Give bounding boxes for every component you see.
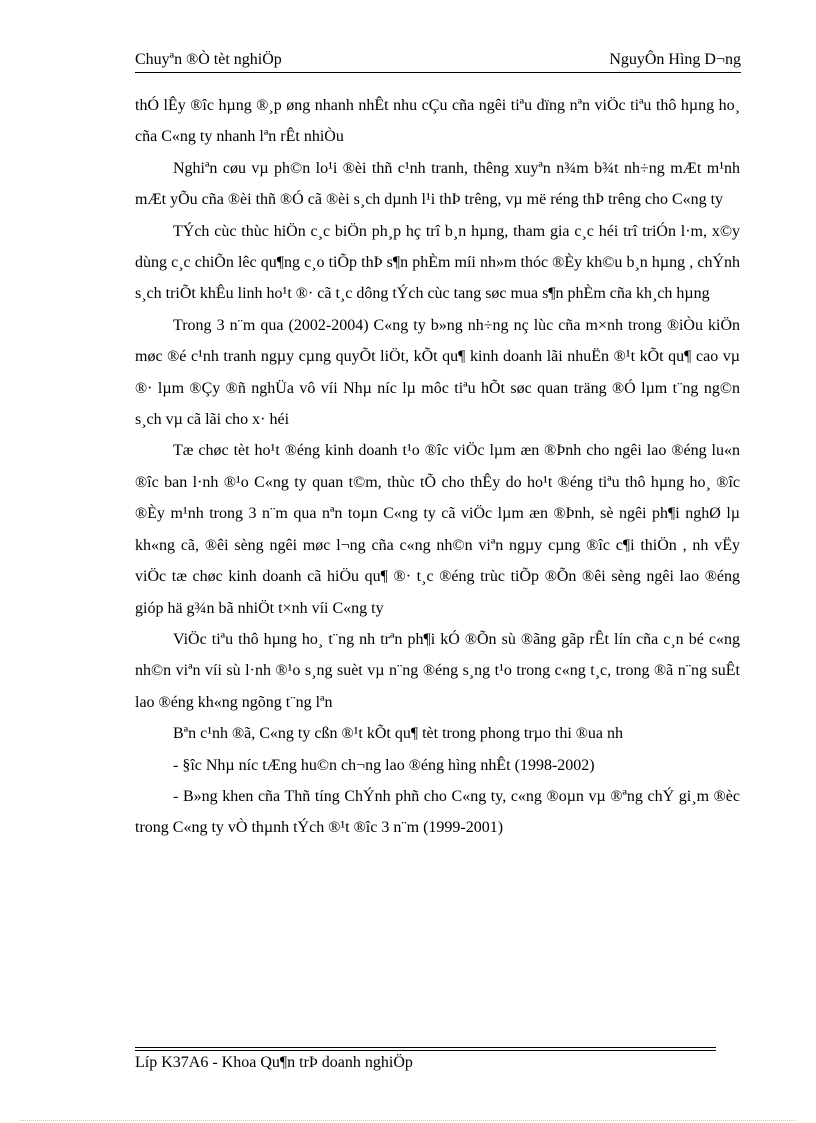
header-topic: Chuyªn ®Ò tèt nghiÖp xyxy=(135,51,282,68)
page-edge xyxy=(20,1120,796,1121)
header-divider xyxy=(135,72,741,73)
paragraph: TÝch cùc thùc hiÖn c¸c biÖn ph¸p hç trî b¸n hµng, tham gia c¸c héi trî triÓn l·m, x©y dùng c¸c chiÕn lêc qu¶ng c¸o tiÕp thÞ s¶n phÈm míi nh»m thóc ®Èy kh©u b¸n hµng , chÝnh s¸ch triÕt khÊu linh ho¹t ®· cã t¸c dông tÝch cùc tang søc mua s¶n phÈm cña kh¸ch hµng xyxy=(135,222,740,303)
footer-divider xyxy=(135,1047,716,1048)
page-footer: Líp K37A6 - Khoa Qu¶n trÞ doanh nghiÖp xyxy=(135,1054,413,1071)
paragraph: Bªn c¹nh ®ã, C«ng ty cßn ®¹t kÕt qu¶ tèt trong phong trµo thi ®ua nh xyxy=(173,725,624,743)
list-item: - §îc Nhµ níc tÆng hu©n ch¬ng lao ®éng hìng nhÊt (1998-2002) xyxy=(173,756,595,774)
paragraph: Tæ chøc tèt ho¹t ®éng kinh doanh t¹o ®îc viÖc lµm æn ®Þnh cho ngêi lao ®éng lu«n ®îc ban l·nh ®¹o C«ng ty quan t©m, thùc tÕ cho thÊy do ho¹t ®éng tiªu thô hµng ho¸ ®îc ®Èy m¹nh trong 3 n¨m qua nªn toµn C«ng ty cã viÖc lµm æn ®Þnh, sè ngêi ph¶i nghØ lµ kh«ng cã, ®êi sèng ngêi møc l¬ng cña c«ng nh©n viªn ngµy cµng ®îc c¶i thiÖn , nh vËy viÖc tæ chøc kinh doanh cã hiÖu qu¶ ®· t¸c ®éng trùc tiÕp ®Õn ®êi sèng ngêi lao ®éng gióp hä g¾n bã nhiÖt t×nh víi C«ng ty xyxy=(135,442,740,617)
header-author: NguyÔn Hìng D¬ng xyxy=(609,51,741,68)
paragraph: Trong 3 n¨m qua (2002-2004) C«ng ty b»ng nh÷ng nç lùc cña m×nh trong ®iÒu kiÖn møc ®é c¹nh tranh ngµy cµng quyÕt liÖt, kÕt qu¶ kinh doanh lãi nhuËn ®¹t kÕt qu¶ cao vµ ®· lµm ®Çy ®ñ nghÜa vô víi Nhµ níc lµ môc tiªu hÕt søc quan träng ®Ó lµm t¨ng ng©n s¸ch vµ cã lãi cho x· héi xyxy=(135,316,740,429)
page-header xyxy=(135,51,741,73)
paragraph: thÓ lÊy ®îc hµng ®¸p øng nhanh nhÊt nhu cÇu cña ngêi tiªu dïng nªn viÖc tiªu thô hµng ho¸ cña C«ng ty nhanh lªn rÊt nhiÒu xyxy=(135,97,740,146)
list-item: - B»ng khen cña Thñ tíng ChÝnh phñ cho C«ng ty, c«ng ®oµn vµ ®ªng chÝ gi¸m ®èc trong C«ng ty vÒ thµnh tÝch ®¹t ®îc 3 n¨m (1999-2001) xyxy=(135,787,740,837)
footer-divider xyxy=(135,1050,716,1051)
paragraph: ViÖc tiªu thô hµng ho¸ t¨ng nh trªn ph¶i kÓ ®Õn sù ®ãng gãp rÊt lín cña c¸n bé c«ng nh©n viªn víi sù l·nh ®¹o s¸ng suèt vµ n¨ng ®éng s¸ng t¹o trong c«ng t¸c, trong ®ã n¨ng suÊt lao ®éng kh«ng ngõng t¨ng lªn xyxy=(135,630,740,711)
paragraph: Nghiªn cøu vµ ph©n lo¹i ®èi thñ c¹nh tranh, thêng xuyªn n¾m b¾t nh÷ng mÆt m¹nh mÆt yÕu cña ®èi thñ ®Ó cã ®èi s¸ch dµnh l¹i thÞ trêng, vµ më réng thÞ trêng cho C«ng ty xyxy=(135,159,740,209)
document-body xyxy=(135,90,740,844)
